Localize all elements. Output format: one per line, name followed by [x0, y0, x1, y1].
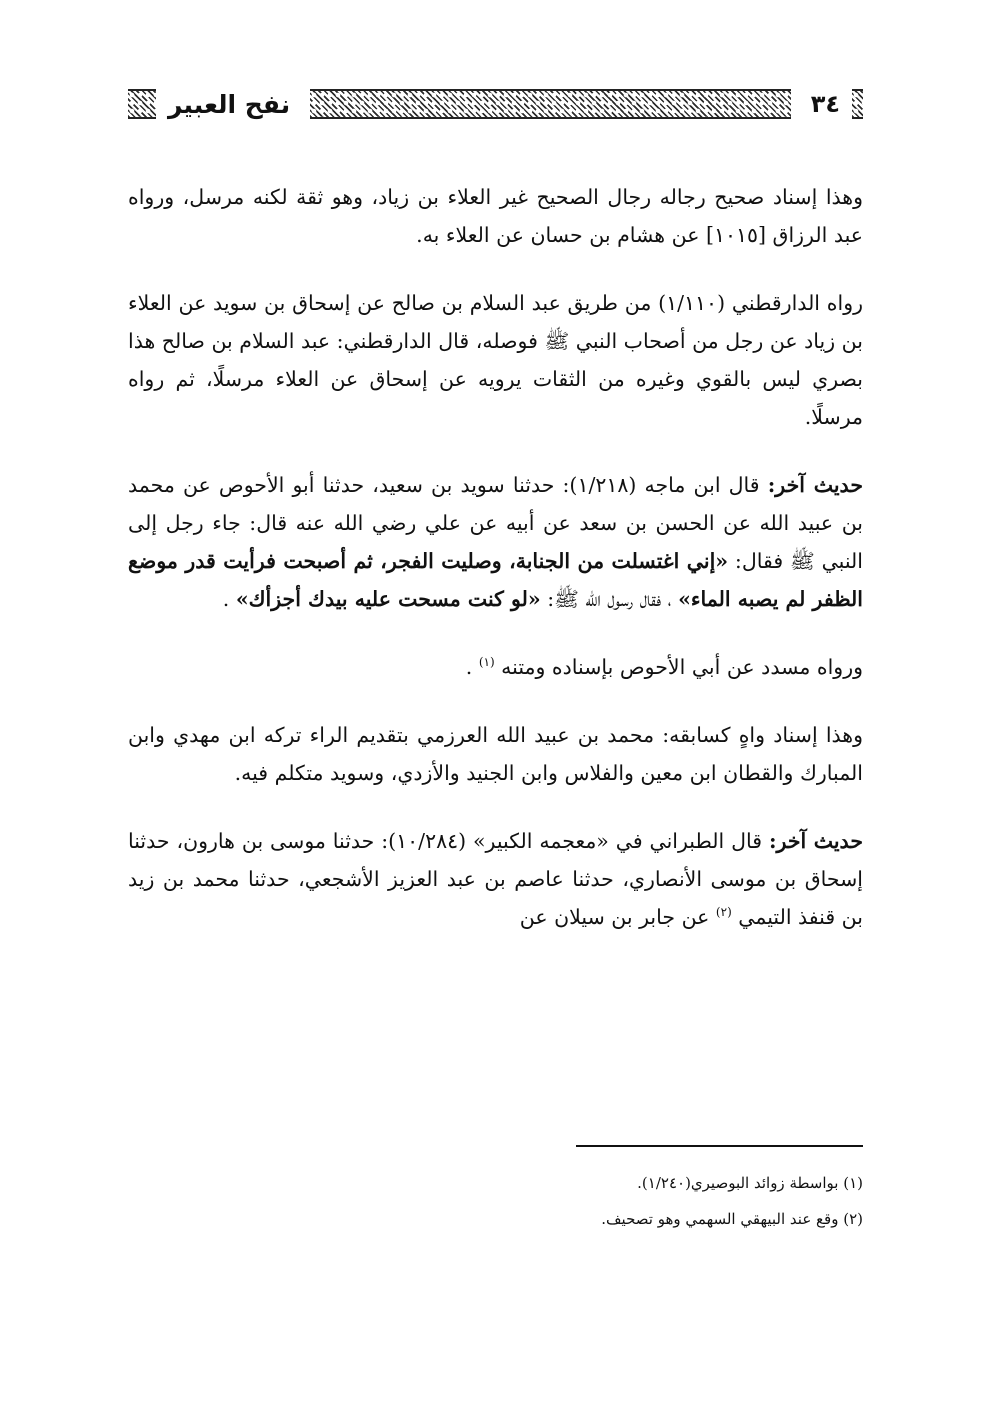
header-ornament-right	[852, 89, 863, 119]
page-number: ٣٤	[810, 90, 840, 118]
footnotes	[128, 1170, 863, 1242]
paragraph-text: وهذا إسناد واهٍ كسابقه: محمد بن عبيد الله العرزمي بتقديم الراء تركه ابن مهدي وابن المبارك والقطان ابن معين والفلاس وابن الجنيد والأزدي، وسويد متكلم فيه.	[128, 723, 863, 785]
paragraph-text: رواه الدارقطني (١/١١٠) من طريق عبد السلام بن صالح عن إسحاق بن سويد عن العلاء بن زياد عن رجل من أصحاب النبي ﷺ فوصله، قال الدارقطني: عبد السلام بن صالح هذا بصري ليس بالقوي وغيره من الثقات يرويه عن إسحاق عن العلاء مرسلًا، ثم رواه مرسلًا.	[128, 291, 864, 429]
body-text	[128, 178, 863, 966]
section-lead: حديث آخر:	[768, 829, 863, 853]
paragraph-text: .	[222, 587, 236, 611]
paragraph	[128, 648, 863, 686]
footnote: (١) بواسطة زوائد البوصيري(١/٢٤٠).	[637, 1174, 863, 1192]
paragraph	[128, 466, 863, 618]
paragraph-text: ورواه مسدد عن أبي الأحوص بإسناده ومتنه	[501, 655, 863, 679]
paragraph-text: ، فقال رسول الله ﷺ:	[540, 587, 679, 611]
page-header	[128, 82, 863, 126]
section-lead: حديث آخر:	[767, 473, 863, 497]
paragraph	[128, 284, 863, 436]
footnote: (٢) وقع عند البيهقي السهمي وهو تصحيف.	[601, 1210, 863, 1228]
paragraph	[128, 716, 863, 792]
paragraph-text: .	[465, 655, 479, 679]
footnote-separator	[576, 1145, 863, 1147]
footnote-ref[interactable]: (٢)	[715, 905, 732, 920]
footnote-ref[interactable]: (١)	[478, 655, 495, 670]
hadith-quote: «لو كنت مسحت عليه بيدك أجزأك»	[235, 587, 541, 611]
paragraph-text: عن جابر بن سيلان عن	[519, 905, 716, 929]
book-title: نفح العبير	[168, 89, 291, 119]
paragraph-text: قال ابن ماجه (١/٢١٨): حدثنا سويد بن سعيد، حدثنا أبو الأحوص عن محمد بن عبيد الله عن الحسن بن سعد عن أبيه عن علي رضي الله عنه قال: جاء رجل إلى النبي ﷺ فقال:	[128, 473, 863, 573]
paragraph-text: وهذا إسناد صحيح رجاله رجال الصحيح غير العلاء بن زياد، وهو ثقة لكنه مرسل، ورواه عبد الرزاق [١٠١٥] عن هشام بن حسان عن العلاء به.	[128, 185, 863, 247]
header-ornament-left	[128, 89, 156, 119]
hadith-quote: «إني اغتسلت من الجنابة، وصليت الفجر، ثم أصبحت فرأيت قدر موضع الظفر لم يصبه الماء»	[128, 549, 863, 611]
paragraph	[128, 822, 863, 936]
paragraph	[128, 178, 863, 254]
header-ornament-band	[310, 89, 791, 119]
paragraph-text: قال الطبراني في «معجمه الكبير» (١٠/٢٨٤): حدثنا موسى بن هارون، حدثنا إسحاق بن موسى الأنصاري، حدثنا عاصم بن عبد العزيز الأشجعي، حدثنا محمد بن زيد بن قنفذ التيمي	[128, 829, 863, 929]
